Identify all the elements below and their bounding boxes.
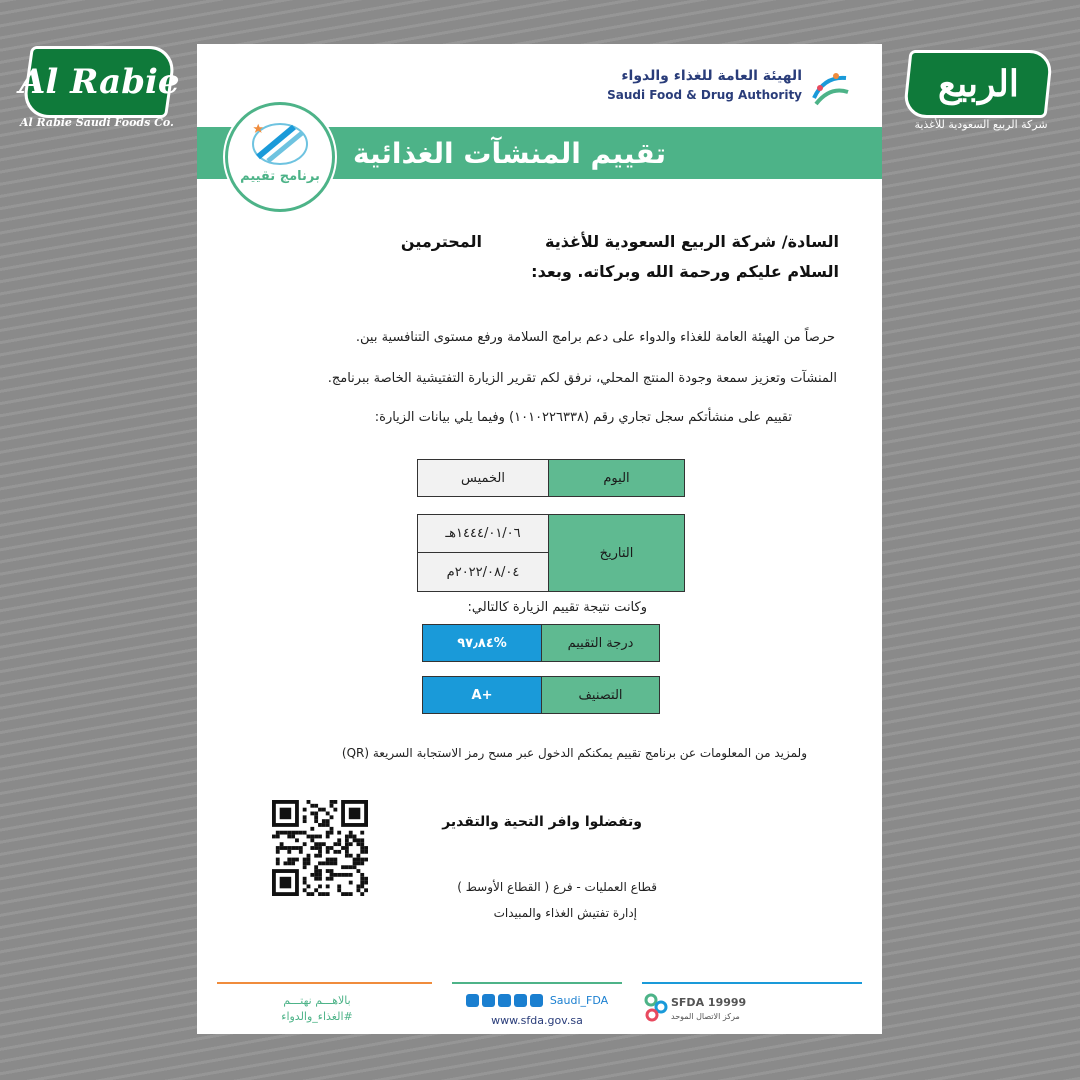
footer-divider-orange — [217, 982, 432, 984]
body-paragraph-3: تقييم على منشأتكم سجل تجاري رقم (١٠١٠٢٢٦٣٣٨) وفيما يلي بيانات الزيارة: — [374, 410, 792, 425]
al-rabie-logo-right — [906, 50, 1056, 138]
greeting: السلام عليكم ورحمة الله وبركاته. وبعد: — [531, 262, 839, 281]
result-intro: وكانت نتيجة تقييم الزيارة كالتالي: — [467, 600, 647, 615]
evaluation-letter — [197, 44, 882, 1034]
date-table — [417, 514, 685, 592]
date-gregorian: ٢٠٢٢/٠٨/٠٤م — [418, 553, 548, 591]
signature-department: إدارة تفتيش الغذاء والمبيدات — [493, 906, 637, 920]
logo-shield — [18, 46, 180, 118]
day-value: الخميس — [418, 460, 548, 496]
brand-tagline-ar: شركة الربيع السعودية للأغذية — [914, 118, 1048, 131]
authority-name-en: Saudi Food & Drug Authority — [607, 88, 802, 102]
score-label: درجة التقييم — [541, 625, 659, 661]
closing-line: وتفضلوا وافر التحية والتقدير — [442, 814, 642, 830]
grade-label: التصنيف — [541, 677, 659, 713]
instagram-icon[interactable] — [498, 994, 511, 1007]
day-label: اليوم — [548, 460, 684, 496]
date-label: التاريخ — [548, 515, 684, 591]
honorific: المحترمين — [400, 232, 482, 251]
footer-slogan: بالاهـــم نهتـــم — [283, 994, 351, 1007]
footer-divider-blue — [642, 982, 862, 984]
snapchat-icon[interactable] — [482, 994, 495, 1007]
contact-center-label: مركز الاتصال الموحد — [671, 1012, 740, 1021]
social-links — [452, 990, 622, 1010]
youtube-icon[interactable] — [514, 994, 527, 1007]
grade-value: A+ — [423, 677, 541, 713]
brand-tagline-en: Al Rabie Saudi Foods Co. — [20, 116, 174, 129]
program-logo-icon — [250, 121, 310, 167]
program-badge — [225, 102, 335, 212]
logo-shield — [902, 50, 1053, 118]
addressee: السادة/ شركة الربيع السعودية للأغذية — [545, 232, 839, 251]
program-label: برنامج تقييم — [240, 169, 320, 184]
footer-hashtag[interactable]: #الغذاء_والدواء — [281, 1010, 353, 1023]
contact-number: SFDA 19999 — [671, 996, 747, 1009]
footer-divider-green — [452, 982, 622, 984]
authority-name-ar: الهيئة العامة للغذاء والدواء — [621, 68, 802, 84]
score-value: %٩٧٫٨٤ — [423, 625, 541, 661]
signature-sector: قطاع العمليات - فرع ( القطاع الأوسط ) — [457, 880, 657, 894]
brand-name-ar: الربيع — [937, 63, 1019, 105]
more-info-text: ولمزيد من المعلومات عن برنامج تقييم يمكنكم الدخول عبر مسح رمز الاستجابة السريعة (QR) — [341, 746, 807, 760]
day-table — [417, 459, 685, 497]
facebook-icon[interactable] — [530, 994, 543, 1007]
body-paragraph-2: المنشآت وتعزيز سمعة وجودة المنتج المحلي، نرفق لكم تقرير الزيارة التفتيشية الخاصة ببرنامج. — [327, 371, 837, 386]
brand-name-en: Al Rabie — [18, 62, 180, 102]
contact-center-icon — [643, 992, 669, 1022]
qr-code-icon[interactable] — [272, 800, 368, 896]
score-table — [422, 624, 660, 662]
al-rabie-logo-left — [18, 46, 180, 138]
body-paragraph-1: حرصاً من الهيئة العامة للغذاء والدواء على دعم برامج السلامة ورفع مستوى التنافسية بين. — [355, 330, 835, 345]
date-hijri: ١٤٤٤/٠١/٠٦هـ — [418, 515, 548, 553]
grade-table — [422, 676, 660, 714]
website-link[interactable]: www.sfda.gov.sa — [491, 1014, 583, 1027]
twitter-icon[interactable] — [466, 994, 479, 1007]
social-handle[interactable]: Saudi_FDA — [549, 993, 609, 1007]
page-title: تقييم المنشآت الغذائية — [352, 136, 667, 170]
sfda-logo-icon — [808, 68, 852, 108]
